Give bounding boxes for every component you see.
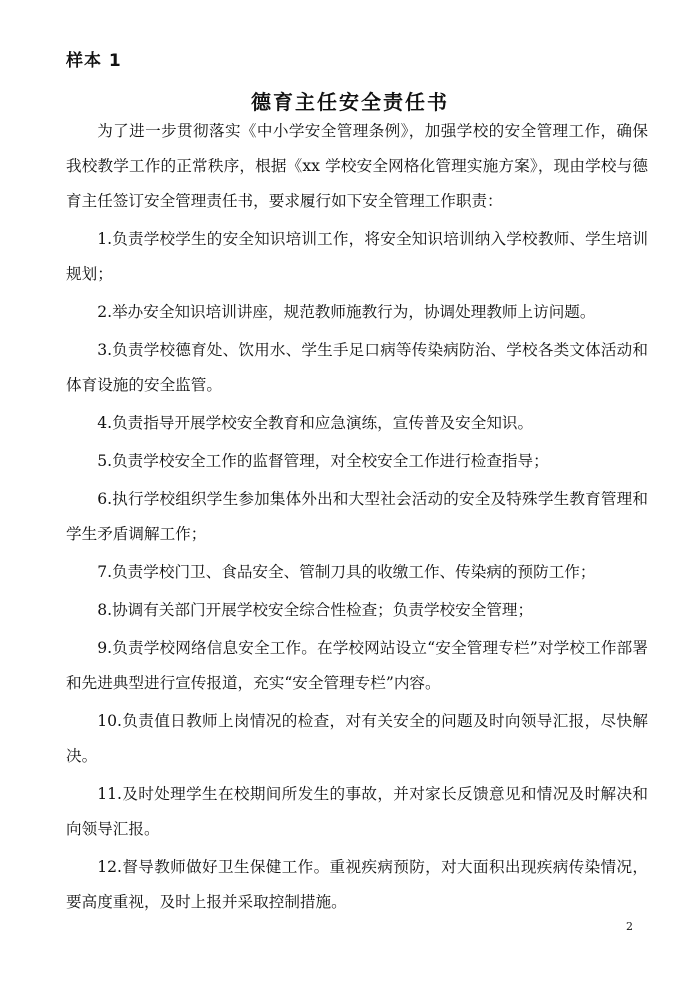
list-item: 5.负责学校安全工作的监督管理，对全校安全工作进行检查指导； (97, 452, 549, 470)
document-body (66, 114, 648, 923)
list-item: 11.及时处理学生在校期间所发生的事故，并对家长反馈意见和情况及时解决和向领导汇报。 (66, 785, 648, 838)
list-item: 2.举办安全知识培训讲座，规范教师施教行为，协调处理教师上访问题。 (97, 303, 596, 321)
list-item: 10.负责值日教师上岗情况的检查，对有关安全的问题及时向领导汇报，尽快解决。 (66, 712, 648, 765)
list-item: 1.负责学校学生的安全知识培训工作，将安全知识培训纳入学校教师、学生培训规划； (66, 230, 648, 283)
list-item: 6.执行学校组织学生参加集体外出和大型社会活动的安全及特殊学生教育管理和学生矛盾调解工作； (66, 490, 648, 543)
list-item: 3.负责学校德育处、饮用水、学生手足口病等传染病防治、学校各类文体活动和体育设施的安全监管。 (66, 341, 648, 394)
list-item: 7.负责学校门卫、食品安全、管制刀具的收缴工作、传染病的预防工作； (97, 563, 596, 581)
document-title: 德育主任安全责任书 (251, 90, 449, 114)
intro-paragraph: 为了进一步贯彻落实《中小学安全管理条例》，加强学校的安全管理工作，确保我校教学工作的正常秩序，根据《xx 学校安全网格化管理实施方案》，现由学校与德育主任签订安全管理责任书，要求履行如下安全管理工作职责： (66, 122, 648, 210)
page-number: 2 (626, 920, 633, 933)
sample-label: 样本 1 (66, 51, 122, 71)
list-item: 9.负责学校网络信息安全工作。在学校网站设立“安全管理专栏”对学校工作部署和先进典型进行宣传报道，充实“安全管理专栏”内容。 (66, 639, 648, 692)
list-item: 8.协调有关部门开展学校安全综合性检查；负责学校安全管理； (97, 601, 534, 619)
list-item: 12.督导教师做好卫生保健工作。重视疾病预防，对大面积出现疾病传染情况，要高度重视，及时上报并采取控制措施。 (66, 858, 648, 911)
list-item: 4.负责指导开展学校安全教育和应急演练，宣传普及安全知识。 (97, 414, 534, 432)
